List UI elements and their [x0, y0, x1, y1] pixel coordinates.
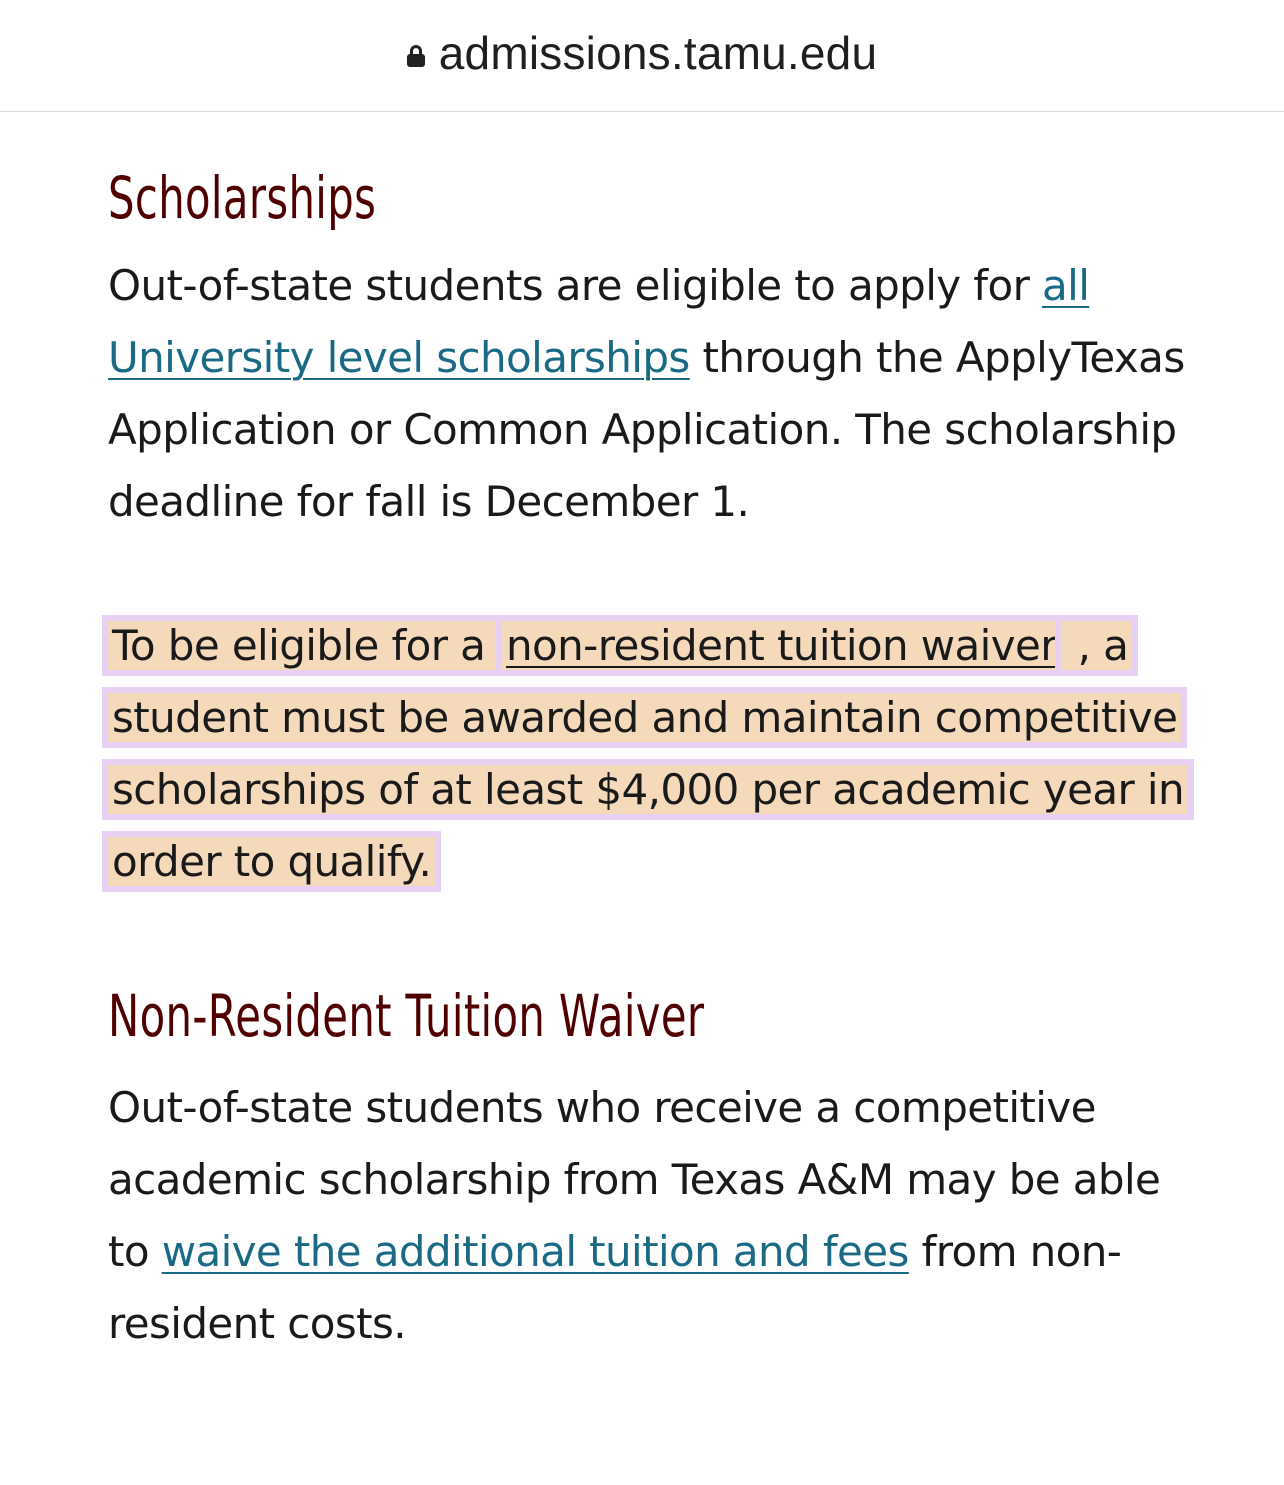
scholarships-heading: Scholarships — [108, 164, 377, 232]
scholarships-text-start: Out-of-state students are eligible to apply for — [108, 261, 1043, 310]
scholarships-text-end: through the ApplyTexas Application or Common Application. The scholarship deadline for fall is December 1. — [108, 333, 1185, 526]
waiver-text-end: from non-resident costs. — [108, 1227, 1122, 1348]
scholarships-paragraph — [108, 250, 1188, 538]
waiver-text-start: Out-of-state students who receive a competitive academic scholarship from Texas A&M may be able to — [108, 1083, 1161, 1276]
address-bar[interactable] — [0, 0, 1284, 112]
url-text[interactable]: admissions.tamu.edu — [438, 26, 878, 79]
university-scholarships-link[interactable]: all University level scholarships — [108, 261, 1090, 382]
eligibility-text-start: To be eligible for a — [108, 621, 502, 670]
eligibility-text-end: , a student must be awarded and maintain competitive scholarships of at least $4,000 per academic year in order to qualify. — [108, 621, 1188, 886]
lock-icon — [407, 45, 425, 67]
tuition-waiver-paragraph — [108, 1072, 1188, 1360]
tuition-waiver-section — [108, 968, 1188, 1360]
scholarships-section — [108, 150, 1188, 538]
eligibility-paragraph — [108, 610, 1188, 898]
page-content — [108, 150, 1188, 1360]
tuition-waiver-heading: Non-Resident Tuition Waiver — [108, 982, 705, 1050]
non-resident-tuition-waiver-link[interactable]: non-resident tuition waiver — [506, 621, 1057, 670]
highlighted-eligibility-note — [108, 610, 1188, 898]
waive-tuition-fees-link[interactable]: waive the additional tuition and fees — [161, 1227, 909, 1276]
